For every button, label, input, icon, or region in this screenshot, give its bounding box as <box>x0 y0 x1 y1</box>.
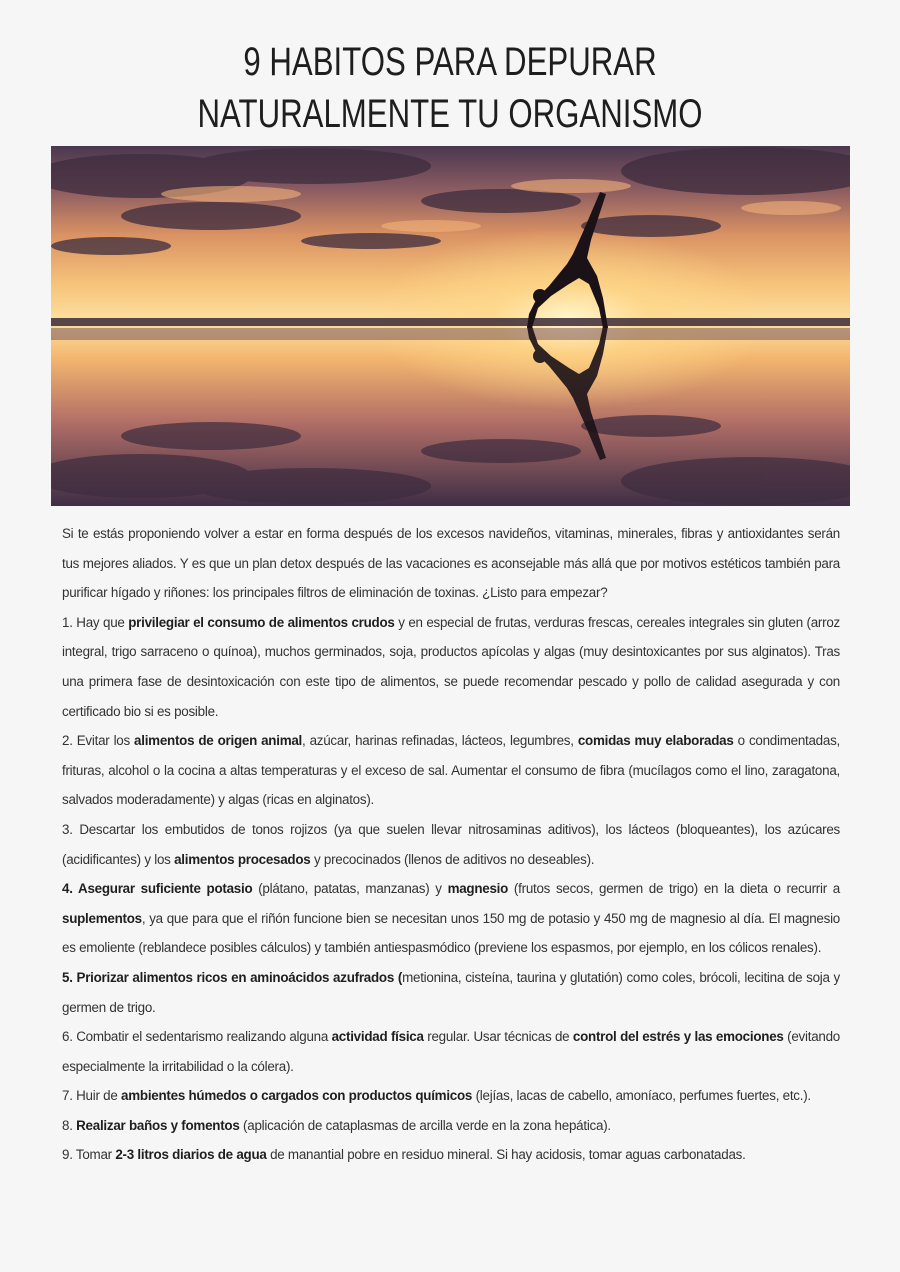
habit-highlight: privilegiar el consumo de alimentos crudos <box>128 614 395 630</box>
habit-text: y precocinados (llenos de aditivos no deseables). <box>310 851 595 867</box>
habit-text: 2. Evitar los <box>62 733 135 749</box>
habit-highlight: suplementos <box>62 910 142 926</box>
habit-item <box>62 815 840 874</box>
habit-text: 1. Hay que <box>62 614 129 630</box>
habit-text: , azúcar, harinas refinadas, lácteos, legumbres, <box>302 733 578 749</box>
habit-highlight: alimentos de origen animal <box>134 733 303 749</box>
habit-text: , ya que para que el riñón funcione bien se necesitan unos 150 mg de potasio y 450 mg de magnesio al día. El magnesio es emoliente (reblandece posibles cálculos) y también antiespasmódico (previene los espasmos, por ejemplo, en los cólicos renales). <box>62 910 840 956</box>
habit-item <box>62 726 840 815</box>
habit-highlight: 4. Asegurar suficiente potasio <box>62 881 253 897</box>
habit-item <box>62 1022 840 1081</box>
habit-text: 3. Descartar los embutidos de tonos rojizos (ya que suelen llevar nitrosaminas aditivos), los lácteos (bloqueantes), los azúcares (acidificantes) y los <box>62 821 840 867</box>
habit-item <box>62 963 840 1022</box>
habit-highlight: comidas muy elaboradas <box>577 733 734 749</box>
habit-text: 6. Combatir el sedentarismo realizando alguna <box>62 1029 332 1045</box>
habit-text: (aplicación de cataplasmas de arcilla verde en la zona hepática). <box>239 1117 611 1133</box>
habit-text: 8. <box>62 1117 77 1133</box>
habit-item <box>62 1111 840 1141</box>
habit-item <box>62 608 840 726</box>
habit-text: y en especial de frutas, verduras frescas, cereales integrales sin gluten (arroz integral, trigo sarraceno o quínoa), muchos germinados, soja, productos apícolas y algas (muy desintoxicantes por sus alginatos). Tras una primera fase de desintoxicación con este tipo de alimentos, se puede recomendar pescado y pollo de calidad asegurada y con certificado bio si es posible. <box>62 614 840 719</box>
habit-highlight: control del estrés y las emociones <box>572 1029 784 1045</box>
intro-paragraph: Si te estás proponiendo volver a estar en forma después de los excesos navideños, vitaminas, minerales, fibras y antioxidantes serán tus mejores aliados. Y es que un plan detox después de las vacaciones es aconsejable más allá que por motivos estéticos también para purificar hígado y riñones: los principales filtros de eliminación de toxinas. ¿Listo para empezar? <box>62 526 840 601</box>
yoga-sunset-photo <box>51 146 850 506</box>
page-title: 9 HABITOS PARA DEPURAR NATURALMENTE TU ORGANISMO <box>197 40 703 136</box>
habit-text: (frutos secos, germen de trigo) en la dieta o recurrir a <box>508 881 840 897</box>
habit-text: 9. Tomar <box>62 1147 116 1163</box>
habit-text: de manantial pobre en residuo mineral. Si hay acidosis, tomar aguas carbonatadas. <box>266 1147 746 1163</box>
habit-text: metionina, cisteína, taurina y glutatión) como coles, brócoli, lecitina de soja y germen de trigo. <box>62 969 840 1015</box>
habit-highlight: Realizar baños y fomentos <box>76 1117 240 1133</box>
habit-text: 7. Huir de <box>62 1088 122 1104</box>
habits-list <box>62 608 840 1170</box>
habit-text: (lejías, lacas de cabello, amoníaco, perfumes fuertes, etc.). <box>472 1088 811 1104</box>
habit-text: (plátano, patatas, manzanas) y <box>252 881 448 897</box>
habit-highlight: 5. Priorizar alimentos ricos en aminoácidos azufrados ( <box>62 969 403 985</box>
habit-item <box>62 874 840 963</box>
habit-item <box>62 1081 840 1111</box>
habit-highlight: actividad física <box>331 1029 424 1045</box>
habit-text: (evitando especialmente la irritabilidad o la cólera). <box>62 1029 840 1074</box>
habit-highlight: ambientes húmedos o cargados con productos químicos <box>121 1088 473 1104</box>
habit-item <box>62 1140 840 1170</box>
habit-highlight: 2-3 litros diarios de agua <box>115 1147 267 1163</box>
habit-highlight: alimentos procesados <box>174 851 311 867</box>
article-body <box>62 519 840 1170</box>
habit-highlight: magnesio <box>447 881 509 897</box>
habit-text: regular. Usar técnicas de <box>423 1029 573 1045</box>
habit-text: o condimentadas, frituras, alcohol o la cocina a altas temperaturas y el exceso de sal. Aumentar el consumo de fibra (mucílagos como el lino, zaragatona, salvados moderadamente) y algas (ricas en alginatos). <box>62 733 840 808</box>
